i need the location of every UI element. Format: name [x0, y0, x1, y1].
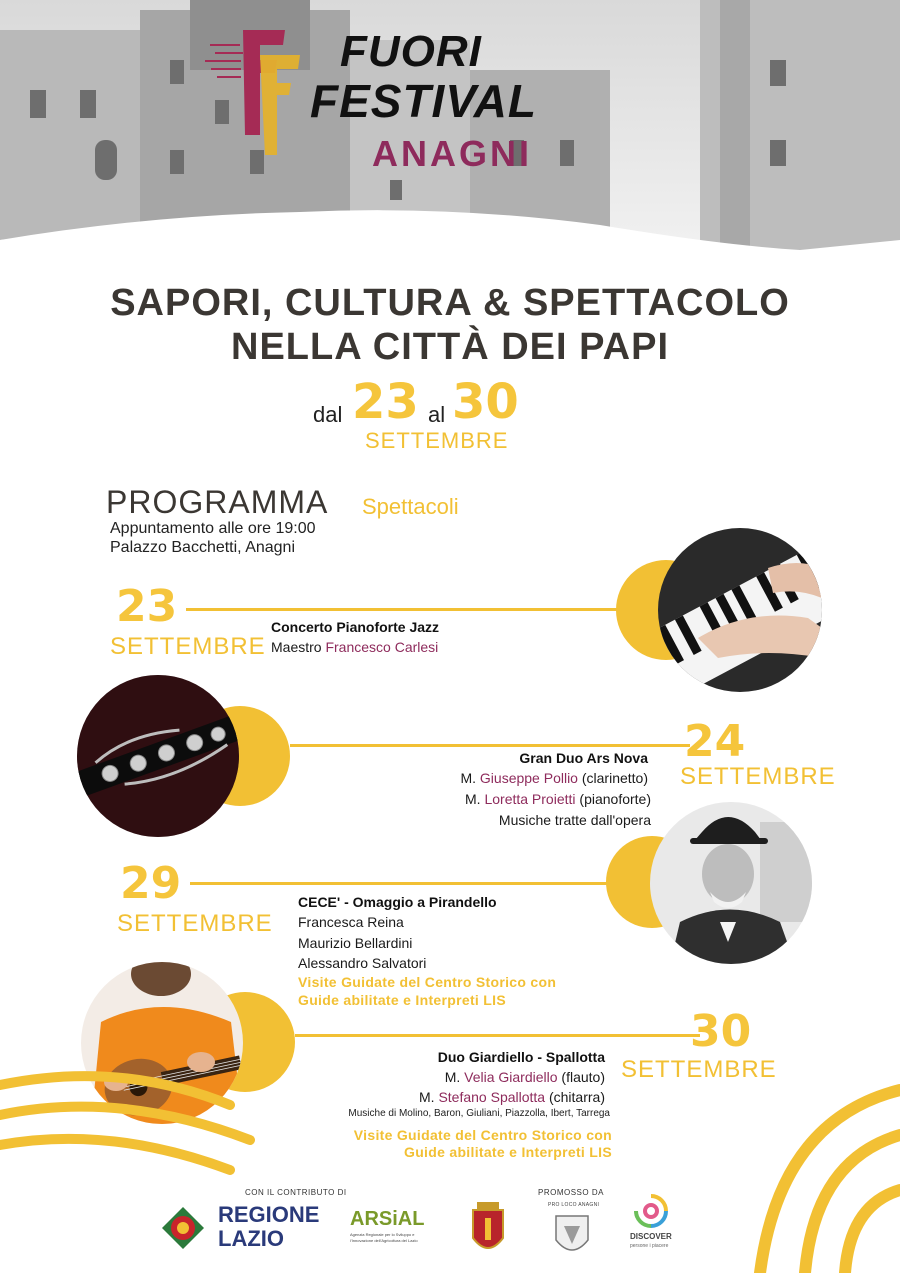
event-24-line — [290, 744, 690, 747]
pirandello-portrait-image — [650, 802, 812, 964]
event-23-performer: Maestro Francesco Carlesi — [271, 639, 439, 655]
event-23-title: Concerto Pianoforte Jazz — [271, 619, 440, 635]
date-month: SETTEMBRE — [365, 428, 509, 453]
event-29-performer-2: Maurizio Bellardini — [298, 935, 413, 951]
regione-lazio-emblem-icon — [160, 1205, 206, 1251]
event-23-photo — [658, 528, 822, 692]
wave-decoration-right — [720, 1080, 900, 1273]
date-from-day: 23 — [352, 374, 419, 430]
event-24-performer-2: M. Loretta Proietti (pianoforte) — [465, 791, 651, 807]
arsial-desc: Agenzia Regionale per lo Sviluppo e l'Innovazione dell'Agricoltura del Lazio — [350, 1232, 418, 1243]
regione-lazio-line2: LAZIO — [218, 1226, 284, 1251]
program-venue: Palazzo Bacchetti, Anagni — [110, 539, 296, 556]
festival-logo-icon — [205, 25, 305, 165]
arsial-logo: ARSiAL — [350, 1208, 425, 1230]
event-29-title: CECE' - Omaggio a Pirandello — [298, 894, 497, 910]
wave-decoration-left — [0, 1060, 300, 1180]
event-30-day: 30 — [690, 1006, 752, 1057]
event-30-line — [295, 1034, 700, 1037]
discover-label: DISCOVER — [630, 1232, 672, 1241]
event-29-day: 29 — [120, 858, 182, 909]
regione-lazio-line1: REGIONE — [218, 1202, 320, 1227]
clarinet-image — [77, 675, 239, 837]
contrib-label: CON IL CONTRIBUTO DI — [245, 1188, 347, 1197]
event-30-month: SETTEMBRE — [621, 1056, 777, 1083]
event-29-photo — [650, 802, 812, 964]
proloco-label: PRO LOCO ANAGNI — [548, 1202, 600, 1208]
date-to-day: 30 — [452, 374, 519, 430]
date-from-label: dal — [313, 402, 343, 427]
discover-logo-icon — [634, 1194, 668, 1228]
event-30-music: Musiche di Molino, Baron, Giuliani, Piazzolla, Ibert, Tarrega — [348, 1108, 610, 1119]
event-23-day: 23 — [116, 581, 178, 632]
logo-city: ANAGNI — [372, 133, 532, 174]
event-30-performer-2: M. Stefano Spallotta (chitarra) — [419, 1089, 605, 1105]
event-30-note-line2: Guide abilitate e Interpreti LIS — [404, 1144, 612, 1160]
event-29-note-line1: Visite Guidate del Centro Storico con — [298, 974, 557, 990]
program-subtitle: Spettacoli — [362, 494, 459, 519]
headline-line1: SAPORI, CULTURA & SPETTACOLO — [110, 282, 790, 324]
event-23-month: SETTEMBRE — [110, 633, 266, 660]
event-24-day: 24 — [684, 716, 746, 767]
event-29-performer-1: Francesca Reina — [298, 914, 404, 930]
header-banner — [0, 0, 900, 260]
program-time: Appuntamento alle ore 19:00 — [110, 520, 316, 537]
event-29-note-line2: Guide abilitate e Interpreti LIS — [298, 992, 506, 1008]
event-30-performer-1: M. Velia Giardiello (flauto) — [444, 1069, 605, 1085]
event-29-line — [190, 882, 610, 885]
program-title: PROGRAMMA — [106, 484, 329, 520]
piano-hands-image — [658, 528, 822, 692]
event-24-month: SETTEMBRE — [680, 763, 836, 790]
event-23-line — [186, 608, 626, 611]
logo-fuori: FUORI — [340, 27, 482, 76]
proloco-shield-icon — [552, 1212, 592, 1258]
event-30-note-line1: Visite Guidate del Centro Storico con — [353, 1127, 612, 1143]
event-30-title: Duo Giardiello - Spallotta — [437, 1049, 605, 1065]
date-to-label: al — [428, 402, 446, 427]
promoted-label: PROMOSSO DA — [538, 1188, 604, 1197]
event-24-title: Gran Duo Ars Nova — [519, 750, 648, 766]
event-24-note: Musiche tratte dall'opera — [498, 812, 651, 828]
event-29-month: SETTEMBRE — [117, 910, 273, 937]
discover-sub: persone i piacere — [630, 1243, 669, 1249]
event-24-performer-1: M. Giuseppe Pollio (clarinetto) — [460, 770, 648, 786]
event-29-performer-3: Alessandro Salvatori — [298, 955, 427, 971]
anagni-crest-icon — [465, 1200, 511, 1258]
logo-festival: FESTIVAL — [310, 75, 537, 127]
headline-line2: NELLA CITTÀ DEI PAPI — [231, 326, 669, 368]
event-24-photo — [77, 675, 239, 837]
